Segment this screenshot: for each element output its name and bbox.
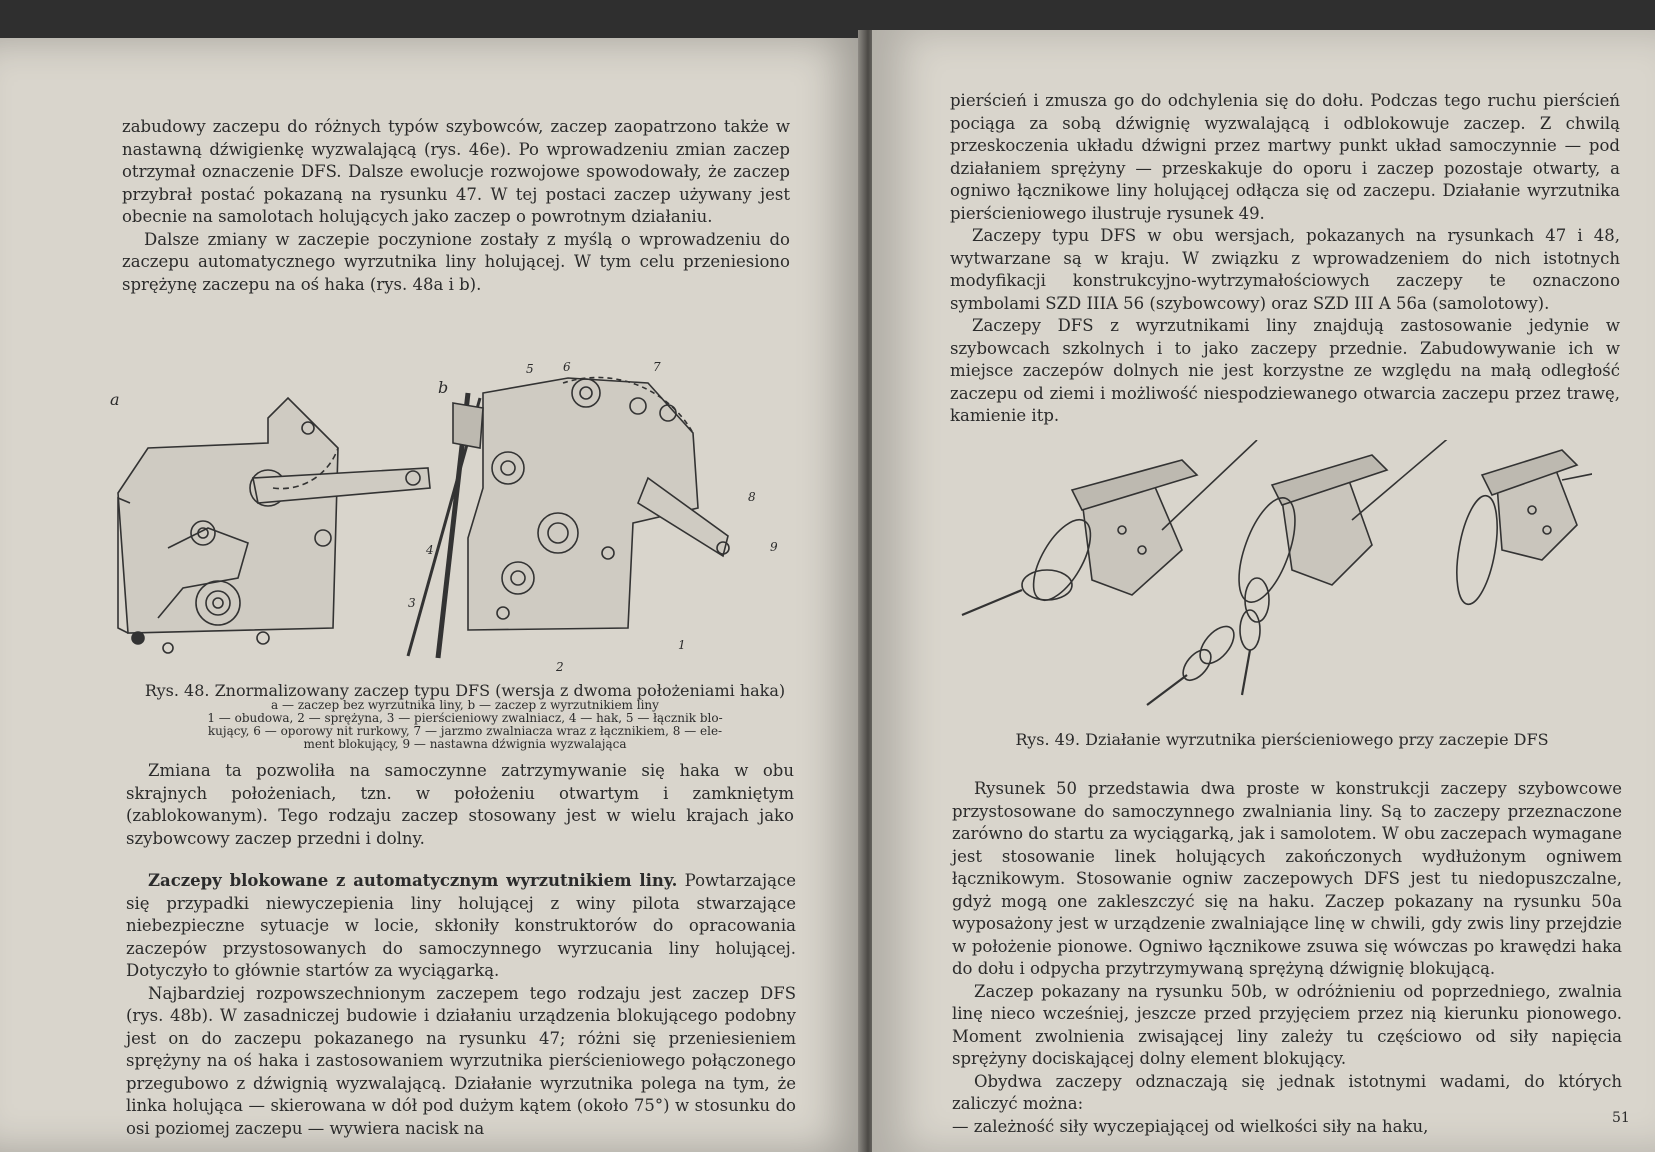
figure-48-caption: [115, 683, 815, 751]
right-list-item: — zależność siły wyczepiającej od wielkości siły na haku,: [952, 1116, 1429, 1136]
figure-label-b: b: [438, 378, 449, 397]
figure-48-legend-line-4: ment blokujący, 9 — nastawna dźwignia wyzwalająca: [303, 737, 627, 751]
section-text: Powtarzające się przypadki niewyczepienia liny holującej z winy pilota stwarzające niebezpieczne sytuacje w locie, skłoniły konstruktorów do opracowania zaczepów przystosowanych do samoczynnego wyrzucania liny holującej. Dotyczyło to głównie startów za wyciągarką.: [126, 871, 796, 980]
figure-48-drawing: [108, 338, 798, 678]
right-paragraph-6: Obydwa zaczepy odznaczają się jednak istotnymi wadami, do których zaliczyć można:: [952, 1071, 1622, 1113]
figure-48: [108, 338, 798, 678]
part-number-7: 7: [653, 360, 661, 374]
figure-49-caption: [952, 732, 1612, 748]
right-page: [872, 30, 1655, 1152]
figure-48-legend-line-3: kujący, 6 — oporowy nit rurkowy, 7 — jarzmo zwalniacza wraz z łącznikiem, 8 — ele-: [207, 724, 723, 738]
page-number: 51: [1612, 1110, 1630, 1126]
part-number-6: 6: [563, 360, 571, 374]
figure-48-legend-line-2: 1 — obudowa, 2 — sprężyna, 3 — pierścieniowy zwalniacz, 4 — hak, 5 — łącznik blo-: [207, 711, 723, 725]
figure-48-legend-line-1: a — zaczep bez wyrzutnika liny, b — zaczep z wyrzutnikiem liny: [271, 698, 659, 712]
right-paragraph-4: Rysunek 50 przedstawia dwa proste w konstrukcji zaczepy szybowcowe przystosowane do samoczynnego zwalniania liny. Są to zaczepy przeznaczone zarówno do startu za wyciągarką, jak i samolotem. W obu zaczepach wymagane jest stosowanie linek holujących zakończonych wydłużonym ogniwem łącznikowym. Stosowanie ogniw zaczepowych DFS jest tu niedopuszczalne, gdyż mogą one zakleszczyć się na haku. Zaczep pokazany na rysunku 50a wyposażony jest w urządzenie zwalniające linę w chwili, gdy zwis liny przejdzie w położenie pionowe. Ogniwo łącznikowe zsuwa się wówczas po krawędzi haka do dołu i odpycha przytrzymywaną sprężyną dźwignię blokującą.: [952, 779, 1622, 978]
figure-49-caption-title: Rys. 49. Działanie wyrzutnika pierścieniowego przy zaczepie DFS: [1015, 730, 1549, 749]
right-paragraph-3: Zaczepy DFS z wyrzutnikami liny znajdują zastosowanie jedynie w szybowcach szkolnych i to jako zaczepy przednie. Zabudowywanie ich w miejsce zaczepów dolnych nie jest korzystne ze względu na małą odległość zaczepu od ziemi i możliwość niespodziewanego otwarcia zaczepu przez trawę, kamienie itp.: [950, 316, 1620, 425]
figure-48-caption-title: Rys. 48. Znormalizowany zaczep typu DFS (wersja z dwoma położeniami haka): [144, 681, 786, 700]
left-last-paragraph: Najbardziej rozpowszechnionym zaczepem tego rodzaju jest zaczep DFS (rys. 48b). W zasadniczej budowie i działaniu urządzenia blokującego podobny jest on do zaczepu pokazanego na rysunku 47; różni się przeniesieniem sprężyny na oś haka i zastosowaniem wyrzutnika pierścieniowego połączonego przegubowo z dźwignią wyzwalającą. Działanie wyrzutnika polega na tym, że linka holująca — skierowana w dół pod dużym kątem (około 75°) w stosunku do osi poziomej zaczepu — wywiera nacisk na: [126, 983, 796, 1138]
figure-label-a: a: [110, 390, 120, 409]
left-middle-text: [126, 760, 794, 850]
figure-49: [952, 440, 1592, 720]
left-paragraph-2: Dalsze zmiany w zaczepie poczynione zostały z myślą o wprowadzeniu do zaczepu automatycznego wyrzutnika liny holującej. W tym celu przeniesiono sprężynę zaczepu na oś haka (rys. 48a i b).: [122, 229, 790, 294]
part-number-2: 2: [556, 660, 564, 674]
left-page: [0, 38, 868, 1152]
section-heading: Zaczepy blokowane z automatycznym wyrzutnikiem liny.: [148, 871, 678, 890]
part-number-4: 4: [426, 543, 434, 557]
part-number-9: 9: [770, 540, 778, 554]
right-paragraph-2: Zaczepy typu DFS w obu wersjach, pokazanych na rysunkach 47 i 48, wytwarzane są w kraju. W związku z wprowadzeniem do nich istotnych modyfikacji konstrukcyjno-wytrzymałościowych zaczepy te oznaczono symbolami SZD IIIA 56 (szybowcowy) oraz SZD III A 56a (samolotowy).: [950, 226, 1620, 313]
part-number-1: 1: [678, 638, 686, 652]
left-top-text: [122, 116, 790, 296]
right-top-text: [950, 90, 1620, 428]
left-paragraph-1: zabudowy zaczepu do różnych typów szybowców, zaczep zaopatrzono także w nastawną dźwigienkę wyzwalającą (rys. 46e). Po wprowadzeniu zmian zaczep otrzymał oznaczenie DFS. Dalsze ewolucje rozwojowe spowodowały, że zaczep przybrał postać pokazaną na rysunku 47. W tej postaci zaczep używany jest obecnie na samolotach holujących jako zaczep o powrotnym działaniu.: [122, 117, 790, 226]
left-bottom-text: [126, 870, 796, 1140]
part-number-3: 3: [408, 596, 416, 610]
right-bottom-text: [952, 778, 1622, 1138]
left-paragraph-3: Zmiana ta pozwoliła na samoczynne zatrzymywanie się haka w obu skrajnych położeniach, tzn. w położeniu otwartym i zamkniętym (zablokowanym). Tego rodzaju zaczep stosowany jest w wielu krajach jako szybowcowy zaczep przedni i dolny.: [126, 761, 794, 848]
figure-49-drawing: [952, 440, 1592, 720]
right-paragraph-5: Zaczep pokazany na rysunku 50b, w odróżnieniu od poprzedniego, zwalnia linę nieco wcześniej, jeszcze przed przyjęciem przez nią kierunku pionowego. Moment zwolnienia zwisającej liny zależy tu częściowo od siły napięcia sprężyny dociskającej dolny element blokujący.: [952, 981, 1622, 1068]
part-number-5: 5: [526, 362, 534, 376]
part-number-8: 8: [748, 490, 756, 504]
right-paragraph-1: pierścień i zmusza go do odchylenia się do dołu. Podczas tego ruchu pierścień pociąga za sobą dźwignię wyzwalającą i odblokowuje zaczep. Z chwilą przeskoczenia układu dźwigni przez martwy punkt układ samoczynnie — pod działaniem sprężyny — przeskakuje do oporu i zaczep pozostaje otwarty, a ogniwo łącznikowe liny holującej odłącza się od zaczepu. Działanie wyrzutnika pierścieniowego ilustruje rysunek 49.: [950, 91, 1620, 223]
